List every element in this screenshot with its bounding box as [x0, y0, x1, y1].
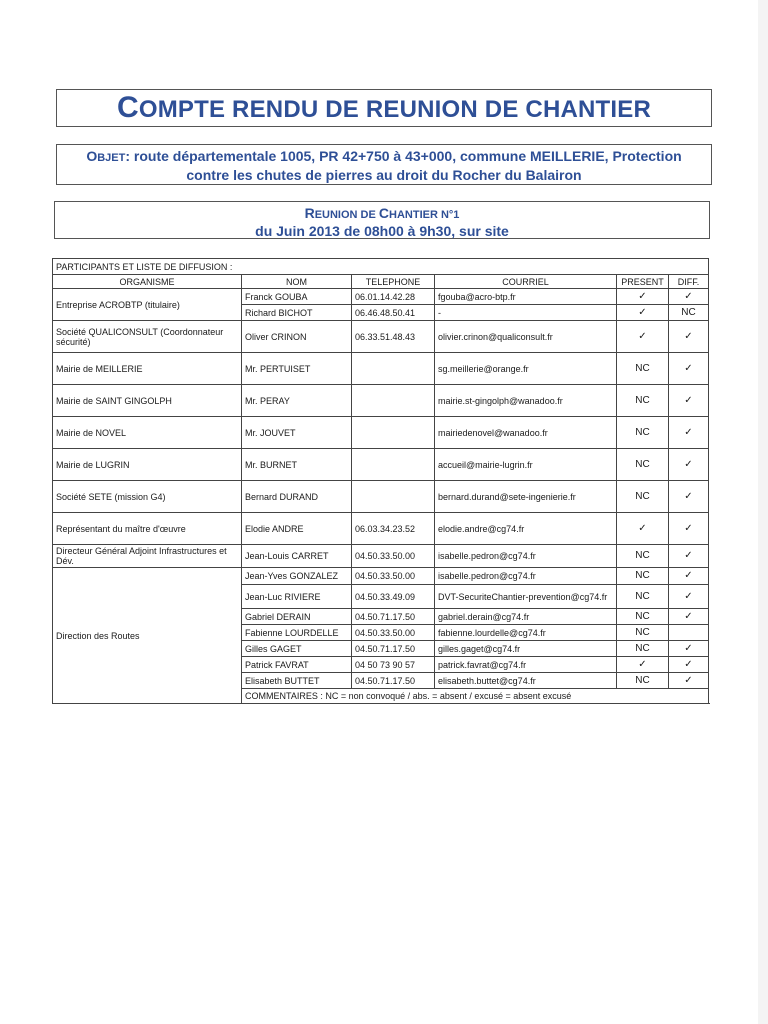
- email-cell: elisabeth.buttet@cg74.fr: [435, 673, 617, 689]
- email-cell: accueil@mairie-lugrin.fr: [435, 449, 617, 481]
- table-row: [53, 417, 709, 449]
- present-cell: NC: [617, 641, 669, 657]
- diff-cell: ✓: [669, 673, 709, 689]
- table-row: [53, 568, 709, 585]
- email-cell: sg.meillerie@orange.fr: [435, 353, 617, 385]
- name-cell: Elodie ANDRE: [242, 513, 352, 545]
- diff-cell: ✓: [669, 545, 709, 568]
- diff-cell: ✓: [669, 289, 709, 305]
- phone-cell: 04 50 73 90 57: [352, 657, 435, 673]
- phone-cell: 06.01.14.42.28: [352, 289, 435, 305]
- email-cell: bernard.durand@sete-ingenierie.fr: [435, 481, 617, 513]
- present-cell: NC: [617, 673, 669, 689]
- diff-cell: ✓: [669, 353, 709, 385]
- phone-cell: 06.03.34.23.52: [352, 513, 435, 545]
- table-row: [53, 321, 709, 353]
- email-cell: patrick.favrat@cg74.fr: [435, 657, 617, 673]
- organism-cell: Mairie de LUGRIN: [53, 449, 242, 481]
- diff-cell: ✓: [669, 609, 709, 625]
- table-row: [53, 449, 709, 481]
- phone-cell: 04.50.33.50.00: [352, 545, 435, 568]
- phone-cell: 04.50.33.50.00: [352, 625, 435, 641]
- diff-cell: ✓: [669, 481, 709, 513]
- present-cell: NC: [617, 609, 669, 625]
- phone-cell: [352, 449, 435, 481]
- phone-cell: [352, 353, 435, 385]
- name-cell: Patrick FAVRAT: [242, 657, 352, 673]
- header-organisme: ORGANISME: [53, 275, 242, 289]
- organism-cell: Société QUALICONSULT (Coordonnateur sécurité): [53, 321, 242, 353]
- table-row: [53, 385, 709, 417]
- organism-cell: Entreprise ACROBTP (titulaire): [53, 289, 242, 321]
- comments: COMMENTAIRES : NC = non convoqué / abs. = absent / excusé = absent excusé: [242, 689, 709, 704]
- organism-cell: Mairie de NOVEL: [53, 417, 242, 449]
- name-cell: Jean-Louis CARRET: [242, 545, 352, 568]
- name-cell: Franck GOUBA: [242, 289, 352, 305]
- phone-cell: 04.50.33.49.09: [352, 585, 435, 609]
- document-title: COMPTE RENDU DE REUNION DE CHANTIER: [116, 91, 652, 124]
- table-row: [53, 545, 709, 568]
- header-diff: DIFF.: [669, 275, 709, 289]
- organism-cell: Directeur Général Adjoint Infrastructures et Dév.: [53, 545, 242, 568]
- organism-cell: Mairie de MEILLERIE: [53, 353, 242, 385]
- name-cell: Elisabeth BUTTET: [242, 673, 352, 689]
- diff-cell: ✓: [669, 449, 709, 481]
- present-cell: NC: [617, 417, 669, 449]
- present-cell: ✓: [617, 289, 669, 305]
- page-edge-shadow: [758, 0, 768, 1024]
- participants-table: [52, 258, 709, 704]
- diff-cell: ✓: [669, 321, 709, 353]
- email-cell: mairie.st-gingolph@wanadoo.fr: [435, 385, 617, 417]
- title-box: [56, 89, 712, 127]
- email-cell: DVT-SecuriteChantier-prevention@cg74.fr: [435, 585, 617, 609]
- email-cell: fabienne.lourdelle@cg74.fr: [435, 625, 617, 641]
- phone-cell: 04.50.71.17.50: [352, 673, 435, 689]
- name-cell: Gilles GAGET: [242, 641, 352, 657]
- name-cell: Jean-Luc RIVIERE: [242, 585, 352, 609]
- name-cell: Mr. PERTUISET: [242, 353, 352, 385]
- present-cell: ✓: [617, 305, 669, 321]
- diff-cell: ✓: [669, 568, 709, 585]
- name-cell: Mr. BURNET: [242, 449, 352, 481]
- present-cell: NC: [617, 545, 669, 568]
- present-cell: NC: [617, 449, 669, 481]
- header-nom: NOM: [242, 275, 352, 289]
- object-line-1: OBJET: route départementale 1005, PR 42+750 à 43+000, commune MEILLERIE, Protection: [86, 148, 682, 164]
- email-cell: isabelle.pedron@cg74.fr: [435, 545, 617, 568]
- meeting-line-1: REUNION DE CHANTIER N°1: [304, 205, 460, 221]
- table-row: [53, 513, 709, 545]
- name-cell: Mr. JOUVET: [242, 417, 352, 449]
- present-cell: NC: [617, 625, 669, 641]
- meeting-box: [54, 201, 710, 239]
- name-cell: Jean-Yves GONZALEZ: [242, 568, 352, 585]
- object-line-2: contre les chutes de pierres au droit du Rocher du Balairon: [186, 167, 582, 183]
- section-title: PARTICIPANTS ET LISTE DE DIFFUSION :: [53, 259, 709, 275]
- organism-cell: Société SETE (mission G4): [53, 481, 242, 513]
- diff-cell: ✓: [669, 417, 709, 449]
- organism-cell: Mairie de SAINT GINGOLPH: [53, 385, 242, 417]
- diff-cell: ✓: [669, 385, 709, 417]
- organism-cell: Représentant du maître d'œuvre: [53, 513, 242, 545]
- diff-cell: NC: [669, 305, 709, 321]
- diff-cell: ✓: [669, 513, 709, 545]
- phone-cell: [352, 385, 435, 417]
- phone-cell: [352, 481, 435, 513]
- diff-cell: ✓: [669, 641, 709, 657]
- table-row: [53, 481, 709, 513]
- email-cell: elodie.andre@cg74.fr: [435, 513, 617, 545]
- present-cell: NC: [617, 585, 669, 609]
- object-box: [56, 144, 712, 185]
- name-cell: Mr. PERAY: [242, 385, 352, 417]
- present-cell: ✓: [617, 513, 669, 545]
- name-cell: Richard BICHOT: [242, 305, 352, 321]
- phone-cell: 04.50.71.17.50: [352, 641, 435, 657]
- present-cell: ✓: [617, 321, 669, 353]
- name-cell: Gabriel DERAIN: [242, 609, 352, 625]
- present-cell: NC: [617, 568, 669, 585]
- name-cell: Bernard DURAND: [242, 481, 352, 513]
- name-cell: Oliver CRINON: [242, 321, 352, 353]
- phone-cell: 06.46.48.50.41: [352, 305, 435, 321]
- email-cell: gilles.gaget@cg74.fr: [435, 641, 617, 657]
- present-cell: NC: [617, 481, 669, 513]
- email-cell: olivier.crinon@qualiconsult.fr: [435, 321, 617, 353]
- diff-cell: ✓: [669, 585, 709, 609]
- present-cell: ✓: [617, 657, 669, 673]
- email-cell: isabelle.pedron@cg74.fr: [435, 568, 617, 585]
- header-present: PRESENT: [617, 275, 669, 289]
- diff-cell: ✓: [669, 657, 709, 673]
- present-cell: NC: [617, 353, 669, 385]
- header-telephone: TELEPHONE: [352, 275, 435, 289]
- table-row: [53, 353, 709, 385]
- phone-cell: 06.33.51.48.43: [352, 321, 435, 353]
- email-cell: -: [435, 305, 617, 321]
- table-row: [53, 289, 709, 305]
- email-cell: mairiedenovel@wanadoo.fr: [435, 417, 617, 449]
- diff-cell: [669, 625, 709, 641]
- table-header: [53, 275, 709, 289]
- header-courriel: COURRIEL: [435, 275, 617, 289]
- email-cell: gabriel.derain@cg74.fr: [435, 609, 617, 625]
- present-cell: NC: [617, 385, 669, 417]
- phone-cell: 04.50.33.50.00: [352, 568, 435, 585]
- phone-cell: 04.50.71.17.50: [352, 609, 435, 625]
- meeting-line-2: du Juin 2013 de 08h00 à 9h30, sur site: [255, 223, 509, 239]
- email-cell: fgouba@acro-btp.fr: [435, 289, 617, 305]
- name-cell: Fabienne LOURDELLE: [242, 625, 352, 641]
- phone-cell: [352, 417, 435, 449]
- organism-cell: Direction des Routes: [53, 568, 242, 704]
